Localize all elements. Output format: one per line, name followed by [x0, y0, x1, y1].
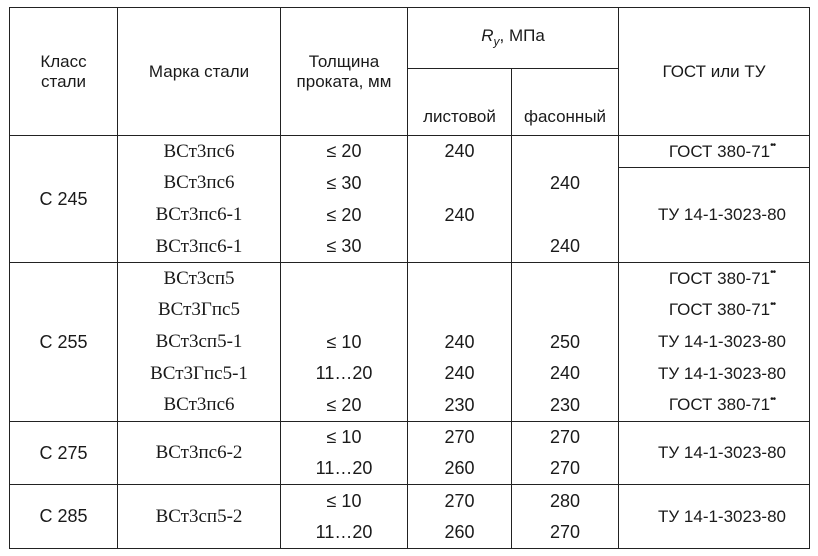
- header-ry-shaped: [512, 69, 619, 136]
- footnote-mark: ••: [770, 393, 776, 405]
- header-thickness-label: Толщина проката, мм: [296, 51, 392, 91]
- grade-cell: ВСт3пс6-1: [118, 231, 281, 263]
- header-steel-grade: [118, 8, 281, 136]
- ry-shaped-cell: [512, 136, 619, 168]
- ry-shaped-cell: 240: [512, 358, 619, 390]
- header-ry: [408, 8, 619, 69]
- ry-shaped-cell: 270: [512, 421, 619, 453]
- table-row: [10, 421, 810, 453]
- grade-cell: ВСт3сп5-2: [118, 485, 281, 549]
- header-ry-sheet-label: листовой: [423, 107, 496, 127]
- ry-sheet-cell: 260: [408, 453, 512, 485]
- ry-sheet-cell: 270: [408, 421, 512, 453]
- ry-sheet-cell: [408, 167, 512, 199]
- ry-shaped-cell: [512, 263, 619, 295]
- gost-text: ТУ 14-1-3023-80: [658, 506, 786, 526]
- header-steel-grade-label: Марка стали: [148, 61, 250, 81]
- table-row: [10, 136, 810, 168]
- header-thickness: [281, 8, 408, 136]
- header-steel-class: [10, 8, 118, 136]
- header-ry-symbol: R: [481, 26, 494, 46]
- gost-cell: [619, 294, 810, 326]
- gost-cell: [619, 136, 810, 168]
- ry-shaped-cell: 240: [512, 231, 619, 263]
- steel-class-cell: С 275: [10, 421, 118, 485]
- header-gost: [619, 8, 810, 136]
- gost-cell: [619, 167, 810, 262]
- thickness-cell: ≤ 30: [281, 167, 408, 199]
- footnote-mark: ••: [770, 298, 776, 310]
- thickness-cell: ≤ 10: [281, 326, 408, 358]
- header-gost-label: ГОСТ или ТУ: [662, 61, 766, 81]
- ry-sheet-cell: 240: [408, 358, 512, 390]
- steel-class-cell: С 245: [10, 136, 118, 263]
- header-steel-class-label: Класс стали: [40, 51, 87, 91]
- header-ry-subscript: y: [493, 34, 500, 49]
- table-row: [10, 326, 810, 358]
- steel-grades-table: [9, 7, 810, 549]
- gost-cell: [619, 358, 810, 390]
- ry-sheet-cell: 240: [408, 326, 512, 358]
- gost-cell: [619, 421, 810, 485]
- ry-shaped-cell: 270: [512, 517, 619, 549]
- gost-text: ГОСТ 380-71: [668, 268, 771, 288]
- ry-sheet-cell: 270: [408, 485, 512, 517]
- thickness-cell: [281, 294, 408, 326]
- gost-text: ТУ 14-1-3023-80: [658, 443, 786, 463]
- grade-cell: ВСт3сп5: [118, 263, 281, 295]
- gost-cell: [619, 390, 810, 422]
- grade-cell: ВСт3Гпс5: [118, 294, 281, 326]
- gost-cell: [619, 263, 810, 295]
- table-row: [10, 485, 810, 517]
- gost-text: ТУ 14-1-3023-80: [658, 363, 786, 383]
- ry-sheet-cell: [408, 231, 512, 263]
- ry-shaped-cell: [512, 199, 619, 231]
- gost-text: ГОСТ 380-71: [668, 395, 771, 415]
- table-row: [10, 167, 810, 199]
- gost-cell: [619, 485, 810, 549]
- ry-shaped-cell: [512, 294, 619, 326]
- grade-cell: ВСт3пс6-2: [118, 421, 281, 485]
- table-row: [10, 390, 810, 422]
- ry-sheet-cell: 240: [408, 136, 512, 168]
- grade-cell: ВСт3пс6: [118, 136, 281, 168]
- ry-sheet-cell: 240: [408, 199, 512, 231]
- thickness-cell: 11…20: [281, 358, 408, 390]
- thickness-cell: ≤ 20: [281, 390, 408, 422]
- steel-class-cell: С 255: [10, 263, 118, 422]
- gost-cell: [619, 326, 810, 358]
- footnote-mark: ••: [770, 267, 776, 279]
- thickness-cell: ≤ 30: [281, 231, 408, 263]
- ry-shaped-cell: 230: [512, 390, 619, 422]
- gost-text: ТУ 14-1-3023-80: [658, 205, 786, 225]
- header-ry-sheet: [408, 69, 512, 136]
- gost-text: ТУ 14-1-3023-80: [658, 332, 786, 352]
- thickness-cell: ≤ 10: [281, 485, 408, 517]
- thickness-cell: ≤ 10: [281, 421, 408, 453]
- footnote-mark: ••: [770, 139, 776, 151]
- ry-sheet-cell: 260: [408, 517, 512, 549]
- gost-text: ГОСТ 380-71: [668, 300, 771, 320]
- grade-cell: ВСт3пс6-1: [118, 199, 281, 231]
- table-row: [10, 358, 810, 390]
- grade-cell: ВСт3Гпс5-1: [118, 358, 281, 390]
- thickness-cell: ≤ 20: [281, 136, 408, 168]
- steel-class-cell: С 285: [10, 485, 118, 549]
- header-ry-unit: , МПа: [499, 26, 545, 46]
- thickness-cell: [281, 263, 408, 295]
- thickness-cell: ≤ 20: [281, 199, 408, 231]
- grade-cell: ВСт3пс6: [118, 167, 281, 199]
- header-ry-shaped-label: фасонный: [523, 107, 607, 127]
- ry-shaped-cell: 280: [512, 485, 619, 517]
- table-row: [10, 263, 810, 295]
- grade-cell: ВСт3сп5-1: [118, 326, 281, 358]
- ry-sheet-cell: 230: [408, 390, 512, 422]
- table-row: [10, 294, 810, 326]
- thickness-cell: 11…20: [281, 517, 408, 549]
- ry-shaped-cell: 250: [512, 326, 619, 358]
- ry-sheet-cell: [408, 294, 512, 326]
- ry-shaped-cell: 270: [512, 453, 619, 485]
- ry-shaped-cell: 240: [512, 167, 619, 199]
- grade-cell: ВСт3пс6: [118, 390, 281, 422]
- thickness-cell: 11…20: [281, 453, 408, 485]
- ry-sheet-cell: [408, 263, 512, 295]
- gost-text: ГОСТ 380-71: [668, 141, 771, 161]
